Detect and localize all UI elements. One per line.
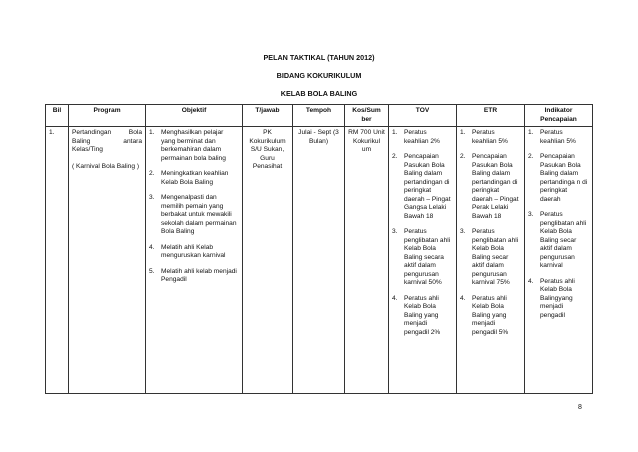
table-header-row [46,105,593,127]
tov-list [392,129,453,337]
list-item: 5. Melatih ahli kelab menjadi Pengadil [149,267,237,283]
list-item: 4. Peratus ahli Kelab Bola Balingyang menjadi pengadil [528,277,575,319]
cell-objektif [146,127,243,394]
col-header-etr: ETR [457,105,525,127]
list-item: 1. Peratus keahlian 2% [392,129,440,145]
list-item: 2. Meningkatkan keahlian Kelab Bola Baling [149,170,229,186]
cell-bil: 1. [46,127,69,394]
list-item: 3. Mengenalpasti dan memilih pemain yang berbakat untuk mewakili sekolah dalam permainan Bola Baling [149,194,237,235]
etr-list [460,129,521,337]
col-header-program: Program [69,105,146,127]
cell-kos: RM 700 Unit Kokurikul um [345,127,389,394]
cell-indikator [525,127,593,394]
col-header-tov: TOV [389,105,457,127]
list-item: 3. Peratus penglibatan ahli Kelab Bola Baling secar aktif dalam pengurusan karnival [528,211,587,269]
list-item: 3. Peratus penglibatan ahli Kelab Bola Baling secara aktif dalam pengurusan karnival 50% [392,228,451,286]
list-item: 2. Pencapaian Pasukan Bola Baling dalam pertandingan di peringkat daerah – Pingat Perak Lelaki Bawah 18 [460,153,519,220]
col-header-kos: Kos/Sum ber [345,105,389,127]
list-item: 1. Peratus keahlian 5% [528,129,576,145]
list-item: 4. Melatih ahli Kelab menguruskan karnival [149,243,226,259]
page-number: 8 [578,404,582,411]
document-title: PELAN TAKTIKAL (TAHUN 2012) [263,53,375,62]
list-item: 3. Peratus penglibatan ahli Kelab Bola Baling secar aktif dalam pengurusan karnival 75% [460,228,519,286]
list-item: 2. Pencapaian Pasukan Bola Baling dalam pertandinga n di peringkat daerah [528,153,588,203]
list-item: 4. Peratus ahli Kelab Bola Baling yang menjadi pengadil 2% [392,294,441,336]
club-name: KELAB BOLA BALING [280,89,358,98]
cell-tjawab: PK Kokurikulum S/U Sukan, Guru Penasihat [243,127,293,394]
tactical-plan-table [45,104,593,394]
indikator-list [528,129,589,320]
cell-tov [389,127,457,394]
col-header-tjawab: T/jawab [243,105,293,127]
col-header-objektif: Objektif [146,105,243,127]
col-header-indikator: Indikator Pencapaian [525,105,593,127]
cell-program [69,127,146,394]
program-name: Pertandingan Bola Baling antara Kelas/Ting [72,129,142,153]
document-subtitle: BIDANG KOKURIKULUM [276,71,362,80]
cell-etr [457,127,525,394]
table-row [46,127,593,394]
list-item: 2. Pencapaian Pasukan Bola Baling dalam pertandingan di peringkat daerah – Pingat Gangsa Lelaki Bawah 18 [392,153,451,220]
list-item: 4. Peratus ahli Kelab Bola Baling yang menjadi pengadil 5% [460,294,509,336]
objektif-list [149,129,239,285]
col-header-tempoh: Tempoh [293,105,345,127]
col-header-bil: Bil [46,105,69,127]
list-item: 1. Peratus keahlian 5% [460,129,508,145]
list-item: 1. Menghasilkan pelajar yang berminat dan berkemahiran dalam permainan bola baling [149,129,226,162]
cell-tempoh: Julai - Sept (3 Bulan) [293,127,345,394]
program-event: ( Karnival Bola Baling ) [72,162,140,170]
